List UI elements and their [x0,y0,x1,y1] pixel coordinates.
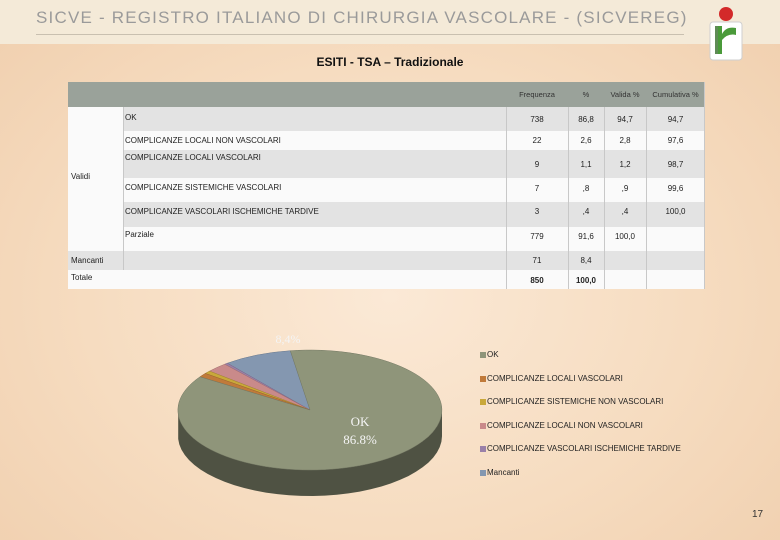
legend-swatch [480,446,486,452]
legend-label: OK [487,350,499,359]
slide-header [0,0,780,44]
cell-valid: 2,8 [619,136,631,145]
legend-swatch [480,352,486,358]
legend-label: COMPLICANZE LOCALI NON VASCOLARI [487,420,643,430]
cell-pct: 91,6 [578,232,594,241]
row-label-totale: Totale [71,273,93,282]
col-header-frequenza: Frequenza [519,90,555,99]
cell-cum: 98,7 [667,160,684,169]
pie-data-label-ok: 86.8% [343,432,377,447]
legend-swatch [480,376,486,382]
cell-pct: ,8 [582,184,590,193]
cell-freq: 738 [530,115,544,124]
col-header-valida: Valida % [610,90,640,99]
pie-data-label-ok: OK [350,414,370,429]
cell-freq: 71 [532,256,542,265]
cell-valid: 100,0 [614,232,636,241]
cell-pct: ,4 [582,207,590,216]
legend-label: COMPLICANZE LOCALI VASCOLARI [487,373,623,383]
cell-cum: 94,7 [667,115,684,124]
cell-pct: 8,4 [580,256,592,265]
cell-freq: 779 [530,232,544,241]
cell-valid: 94,7 [617,115,633,124]
legend-label: Mancanti [487,467,520,477]
page-number: 17 [752,509,764,520]
cell-freq: 9 [534,160,540,169]
cell-pct: 86,8 [578,115,594,124]
cell-freq: 7 [534,184,540,193]
cell-freq: 22 [532,136,542,145]
legend-swatch [480,399,486,405]
pie-data-label-mancanti: 8,4% [275,332,301,346]
cell-valid: 1,2 [619,160,631,169]
row-label-ischemiche-tardive: COMPLICANZE VASCOLARI ISCHEMICHE TARDIVE [125,207,319,216]
cell-valid: ,9 [621,184,629,193]
cell-freq: 3 [534,207,540,216]
grid-line [646,107,647,289]
legend-swatch [480,470,486,476]
group-label-validi: Validi [71,172,90,181]
col-header-percent: % [582,90,590,99]
row-label-ok: OK [125,113,137,122]
cell-pct: 1,1 [580,160,592,169]
row-label-parziale: Parziale [125,230,154,239]
registry-title: SICVE - REGISTRO ITALIANO DI CHIRURGIA VASCOLARE - (SICVEREG) [36,8,688,27]
legend-label: COMPLICANZE SISTEMICHE NON VASCOLARI [487,397,664,406]
header-divider [36,34,684,35]
cell-pct: 2,6 [580,136,592,145]
cell-cum: 99,6 [667,184,684,193]
table-row-totale [68,270,705,289]
grid-line [604,107,605,289]
cell-freq: 850 [530,276,544,285]
frequency-table [68,82,705,289]
row-label-sistemiche-vascolari: COMPLICANZE SISTEMICHE VASCOLARI [125,183,282,192]
cell-valid: ,4 [621,207,629,216]
row-label-locali-non-vascolari: COMPLICANZE LOCALI NON VASCOLARI [125,136,281,145]
slide-subtitle: ESITI - TSA – Tradizionale [316,55,464,69]
outcome-pie-chart [150,318,470,508]
table-row-mancanti [68,251,705,270]
cell-cum: 100,0 [665,207,686,216]
legend-swatch [480,423,486,429]
legend-label: COMPLICANZE VASCOLARI ISCHEMICHE TARDIVE [487,444,681,453]
cell-pct: 100,0 [575,276,597,285]
cell-cum: 97,6 [667,136,684,145]
row-label-mancanti: Mancanti [71,256,104,265]
grid-line [123,107,124,270]
col-header-cumulativa: Cumulativa % [652,90,699,99]
row-label-locali-vascolari: COMPLICANZE LOCALI VASCOLARI [125,153,261,162]
